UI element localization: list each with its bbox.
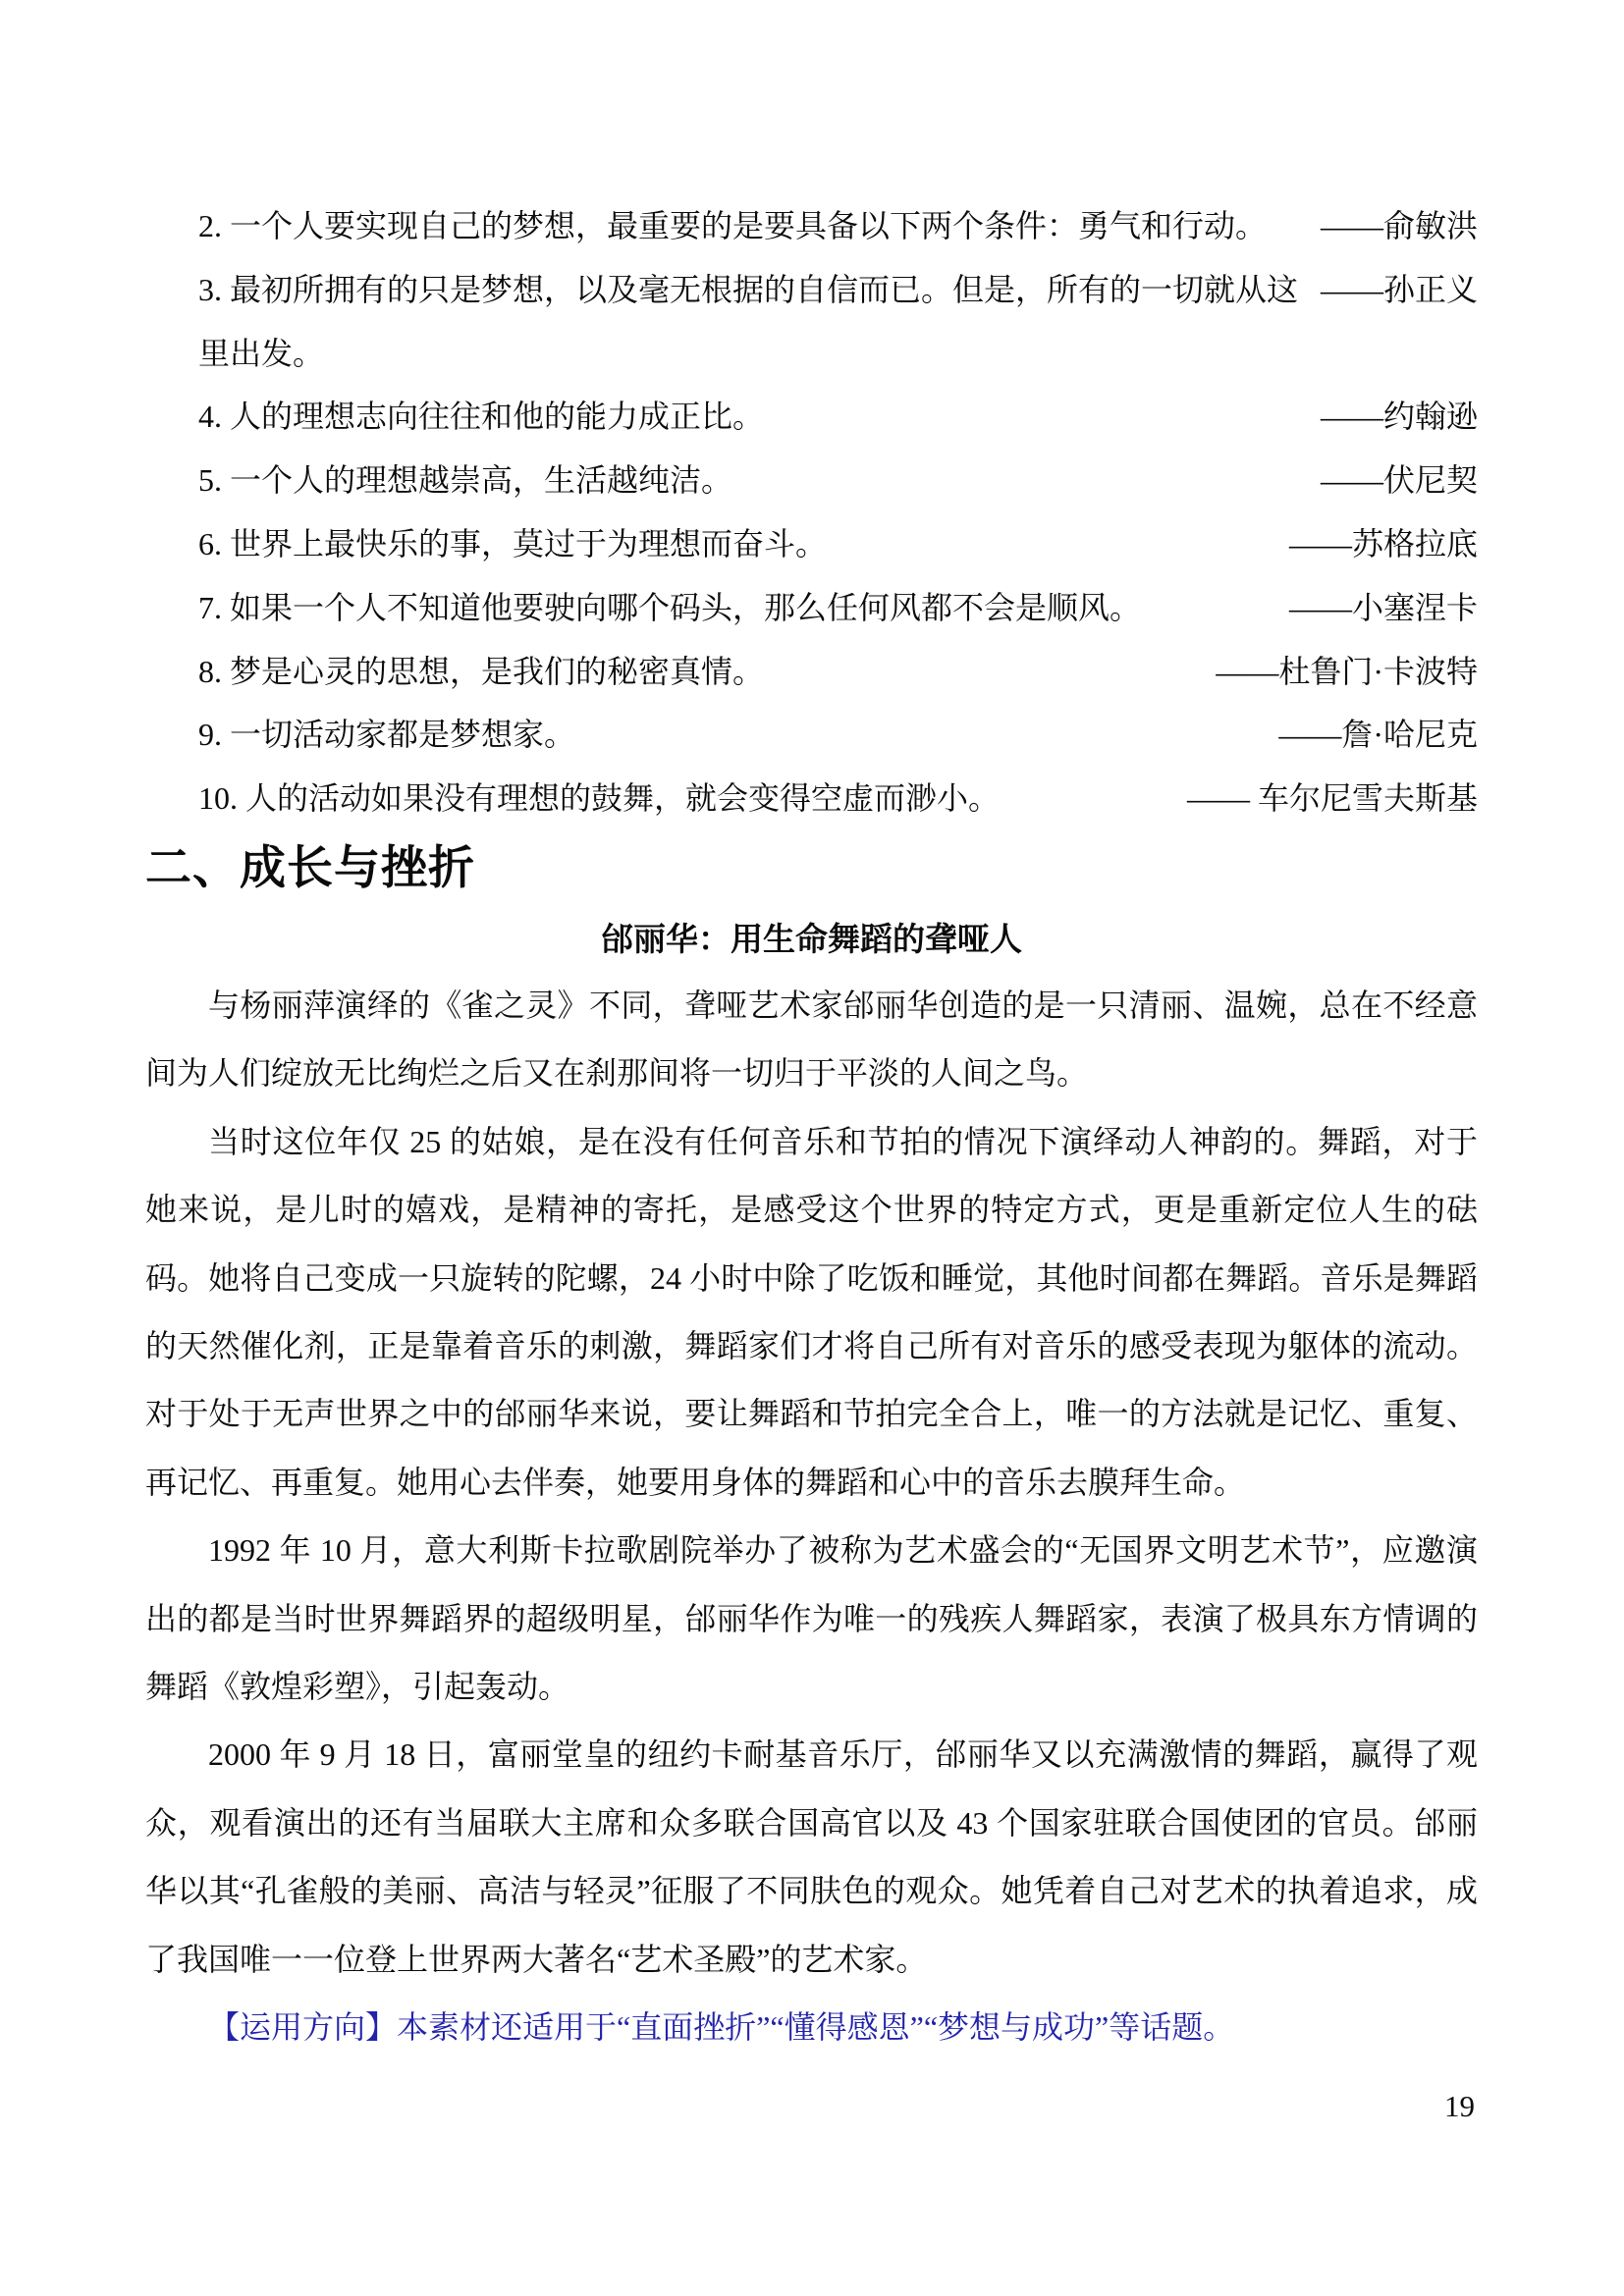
quote-text: 8. 梦是心灵的思想，是我们的秘密真情。 xyxy=(198,653,765,689)
quote-author: ——约翰逊 xyxy=(1320,399,1478,435)
quote-list xyxy=(145,0,1478,830)
section-heading: 二、成长与挫折 xyxy=(145,842,475,894)
paragraph: 当时这位年仅 25 的姑娘，是在没有任何音乐和节拍的情况下演绎动人神韵的。舞蹈，对于她来说，是儿时的嬉戏，是精神的寄托，是感受这个世界的特定方式，更是重新定位人生的砝码。她将自己变成一只旋转的陀螺，24 小时中除了吃饭和睡觉，其他时间都在舞蹈。音乐是舞蹈的天然催化剂，正是靠着音乐的刺激，舞蹈家们才将自己所有对音乐的感受表现为躯体的流动。对于处于无声世界之中的邰丽华来说，要让舞蹈和节拍完全合上，唯一的方法就是记忆、重复、再记忆、再重复。她用心去伴奏，她要用身体的舞蹈和心中的音乐去膜拜生命。 xyxy=(145,1123,1478,1500)
paragraph: 与杨丽萍演绎的《雀之灵》不同，聋哑艺术家邰丽华创造的是一只清丽、温婉，总在不经意间为人们绽放无比绚烂之后又在刹那间将一切归于平淡的人间之鸟。 xyxy=(145,987,1478,1092)
quote-text: 6. 世界上最快乐的事，莫过于为理想而奋斗。 xyxy=(198,525,828,561)
paragraph: 2000 年 9 月 18 日，富丽堂皇的纽约卡耐基音乐厅，邰丽华又以充满激情的舞蹈，赢得了观众，观看演出的还有当届联大主席和众多联合国高官以及 43 个国家驻联合国使团的官员。邰丽华以其“孔雀般的美丽、高洁与轻灵”征服了不同肤色的观众。她凭着自己对艺术的执着追求，成了我国唯一一位登上世界两大著名“艺术圣殿”的艺术家。 xyxy=(145,1736,1478,1977)
quote-author: ——伏尼契 xyxy=(1320,462,1478,499)
quote-text: 3. 最初所拥有的只是梦想，以及毫无根据的自信而已。但是，所有的一切就从这里出发。 xyxy=(198,271,1299,371)
quote-item xyxy=(198,194,1478,258)
article-body xyxy=(145,972,1478,2062)
quote-item xyxy=(198,640,1478,704)
quote-item xyxy=(198,512,1478,576)
quote-text: 9. 一切活动家都是梦想家。 xyxy=(198,717,576,753)
page-number: 19 xyxy=(1444,2089,1475,2123)
quote-item xyxy=(198,385,1478,449)
quote-text: 5. 一个人的理想越崇高，生活越纯洁。 xyxy=(198,462,733,499)
quote-author: ——孙正义 xyxy=(1320,271,1478,307)
paragraph: 1992 年 10 月，意大利斯卡拉歌剧院举办了被称为艺术盛会的“无国界文明艺术节”，应邀演出的都是当时世界舞蹈界的超级明星，邰丽华作为唯一的残疾人舞蹈家，表演了极具东方情调的舞蹈《敦煌彩塑》，引起轰动。 xyxy=(145,1532,1478,1705)
quote-text: 10. 人的活动如果没有理想的鼓舞，就会变得空虚而渺小。 xyxy=(198,780,1001,817)
article-title: 邰丽华：用生命舞蹈的聋哑人 xyxy=(601,922,1022,958)
quote-author: ——苏格拉底 xyxy=(1288,525,1478,561)
quote-item xyxy=(198,449,1478,512)
quote-item xyxy=(198,258,1478,386)
quote-author: ——杜鲁门·卡波特 xyxy=(1216,653,1478,689)
quote-item xyxy=(198,767,1478,830)
quote-item xyxy=(198,703,1478,767)
quote-author: ——俞敏洪 xyxy=(1320,208,1478,243)
usage-note: 【运用方向】本素材还适用于“直面挫折”“懂得感恩”“梦想与成功”等话题。 xyxy=(208,2009,1235,2046)
quote-author: ——小塞涅卡 xyxy=(1288,589,1478,625)
quote-item xyxy=(198,576,1478,640)
quote-author: —— 车尔尼雪夫斯基 xyxy=(1186,780,1478,817)
page-content xyxy=(145,0,1478,2061)
quote-author: ——詹·哈尼克 xyxy=(1278,717,1478,753)
quote-text: 7. 如果一个人不知道他要驶向哪个码头，那么任何风都不会是顺风。 xyxy=(198,589,1142,625)
quote-text: 4. 人的理想志向往往和他的能力成正比。 xyxy=(198,399,765,435)
quote-text: 2. 一个人要实现自己的梦想，最重要的是要具备以下两个条件：勇气和行动。 xyxy=(198,208,1268,243)
